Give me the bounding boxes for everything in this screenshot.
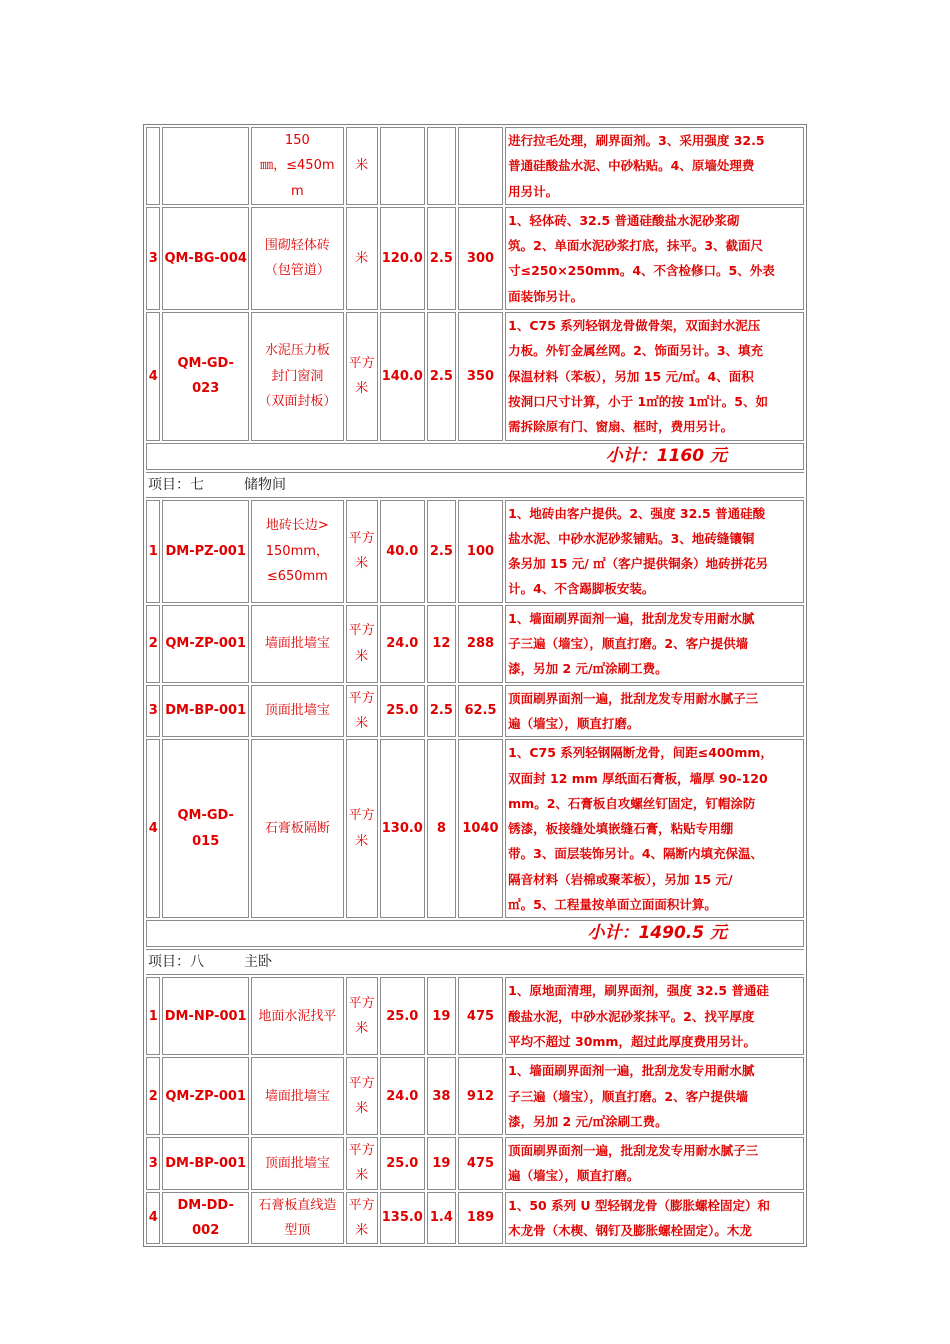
cell-name: 地砖长边> 150mm， ≤650mm (251, 500, 344, 603)
cell-name: 顶面批墙宝 (251, 685, 344, 738)
cell-unit: 平方 米 (346, 312, 378, 440)
subtotal-text: 小计：1160 元 (146, 443, 804, 470)
subtotal-text: 小计：1490.5 元 (146, 920, 804, 947)
cell-desc: 顶面刷界面剂一遍，批刮龙发专用耐水腻子三 遍（墙宝），顺直打磨。 (505, 685, 804, 738)
section-header-row (146, 472, 804, 498)
table-row (146, 739, 804, 918)
cell-code: QM-GD-023 (162, 312, 249, 440)
cell-price: 25.0 (380, 977, 425, 1055)
cell-qty: 12 (427, 605, 456, 683)
cell-unit: 米 (346, 127, 378, 205)
cell-price (380, 127, 425, 205)
cell-price: 24.0 (380, 1057, 425, 1135)
cell-qty: 2.5 (427, 685, 456, 738)
cell-price: 135.0 (380, 1192, 425, 1245)
cell-desc: 1、C75 系列轻钢隔断龙骨，间距≤400mm， 双面封 12 mm 厚纸面石膏板，墙厚 90-120 mm。2、石膏板自攻螺丝钉固定，钉帽涂防 锈漆，板接缝处填嵌缝石膏，粘贴专用绷 带。3、面层装饰另计。4、隔断内填充保温、 隔音材料（岩棉或聚苯板），另加 15 元/ ㎡。5、工程量按单面立面面积计算。 (505, 739, 804, 918)
cell-unit: 平方 米 (346, 605, 378, 683)
table-row (146, 127, 804, 205)
cell-desc: 1、原地面清理，刷界面剂，强度 32.5 普通硅 酸盐水泥，中砂水泥砂浆抹平。2、找平厚度 平均不超过 30mm，超过此厚度费用另计。 (505, 977, 804, 1055)
cell-code: DM-BP-001 (162, 1137, 249, 1190)
cell-total: 62.5 (458, 685, 503, 738)
cell-name: 地面水泥找平 (251, 977, 344, 1055)
table-row (146, 500, 804, 603)
cell-no: 3 (146, 207, 160, 310)
cell-qty: 19 (427, 1137, 456, 1190)
cell-no: 4 (146, 312, 160, 440)
cell-qty: 8 (427, 739, 456, 918)
cell-name: 石膏板隔断 (251, 739, 344, 918)
cell-unit: 平方 米 (346, 1192, 378, 1245)
cell-price: 120.0 (380, 207, 425, 310)
cell-code: QM-ZP-001 (162, 1057, 249, 1135)
cell-desc: 顶面刷界面剂一遍，批刮龙发专用耐水腻子三 遍（墙宝），顺直打磨。 (505, 1137, 804, 1190)
cell-name: 150 ㎜，≤450m m (251, 127, 344, 205)
cell-price: 130.0 (380, 739, 425, 918)
cell-desc: 1、墙面刷界面剂一遍，批刮龙发专用耐水腻 子三遍（墙宝），顺直打磨。2、客户提供墙 漆，另加 2 元/㎡涂刷工费。 (505, 1057, 804, 1135)
cell-no: 4 (146, 739, 160, 918)
section-label: 项目：八 (148, 954, 204, 971)
cell-price: 140.0 (380, 312, 425, 440)
cell-no: 2 (146, 605, 160, 683)
cell-no: 3 (146, 1137, 160, 1190)
cell-desc: 1、地砖由客户提供。2、强度 32.5 普通硅酸 盐水泥、中砂水泥砂浆铺贴。3、地砖缝镶铜 条另加 15 元/ ㎡（客户提供铜条）地砖拼花另 计。4、不含踢脚板安装。 (505, 500, 804, 603)
cell-desc: 进行拉毛处理，刷界面剂。3、采用强度 32.5 普通硅酸盐水泥、中砂粘贴。4、原墙处理费 用另计。 (505, 127, 804, 205)
cell-unit: 平方 米 (346, 1057, 378, 1135)
section-header (146, 949, 804, 975)
cell-unit: 平方 米 (346, 1137, 378, 1190)
table-row (146, 685, 804, 738)
cell-price: 25.0 (380, 1137, 425, 1190)
cell-total (458, 127, 503, 205)
section-header (146, 472, 804, 498)
cell-unit: 平方 米 (346, 977, 378, 1055)
cell-code: DM-DD-002 (162, 1192, 249, 1245)
cell-desc: 1、墙面刷界面剂一遍，批刮龙发专用耐水腻 子三遍（墙宝），顺直打磨。2、客户提供墙 漆，另加 2 元/㎡涂刷工费。 (505, 605, 804, 683)
section-room: 储物间 (244, 476, 286, 493)
cell-no (146, 127, 160, 205)
cell-name: 围砌轻体砖 （包管道） (251, 207, 344, 310)
cell-name: 墙面批墙宝 (251, 605, 344, 683)
cell-code: QM-ZP-001 (162, 605, 249, 683)
cell-total: 189 (458, 1192, 503, 1245)
cell-total: 912 (458, 1057, 503, 1135)
cell-code: QM-BG-004 (162, 207, 249, 310)
cell-no: 3 (146, 685, 160, 738)
cell-code: DM-PZ-001 (162, 500, 249, 603)
cell-unit: 米 (346, 207, 378, 310)
quotation-sheet (143, 124, 807, 1247)
section-header-row (146, 949, 804, 975)
cell-price: 25.0 (380, 685, 425, 738)
quotation-table (143, 124, 807, 1247)
cell-code: DM-NP-001 (162, 977, 249, 1055)
cell-name: 水泥压力板 封门窗洞 （双面封板） (251, 312, 344, 440)
section-room: 主卧 (244, 954, 272, 971)
table-row (146, 312, 804, 440)
table-row (146, 1192, 804, 1245)
table-row (146, 977, 804, 1055)
cell-price: 40.0 (380, 500, 425, 603)
cell-total: 288 (458, 605, 503, 683)
cell-qty: 2.5 (427, 500, 456, 603)
cell-name: 墙面批墙宝 (251, 1057, 344, 1135)
cell-qty: 38 (427, 1057, 456, 1135)
cell-name: 顶面批墙宝 (251, 1137, 344, 1190)
cell-qty: 19 (427, 977, 456, 1055)
subtotal-row (146, 443, 804, 470)
cell-desc: 1、50 系列 U 型轻钢龙骨（膨胀螺栓固定）和 木龙骨（木楔、钢钉及膨胀螺栓固定）。木龙 (505, 1192, 804, 1245)
cell-qty: 2.5 (427, 207, 456, 310)
cell-total: 100 (458, 500, 503, 603)
cell-no: 4 (146, 1192, 160, 1245)
table-row (146, 605, 804, 683)
cell-desc: 1、C75 系列轻钢龙骨做骨架，双面封水泥压 力板。外钉金属丝网。2、饰面另计。3、填充 保温材料（苯板），另加 15 元/㎡。4、面积 按洞口尺寸计算，小于 1㎡的按 1㎡计。5、如 需拆除原有门、窗扇、框时，费用另计。 (505, 312, 804, 440)
table-row (146, 1057, 804, 1135)
cell-price: 24.0 (380, 605, 425, 683)
subtotal-row (146, 920, 804, 947)
table-row (146, 1137, 804, 1190)
cell-qty: 1.4 (427, 1192, 456, 1245)
cell-qty (427, 127, 456, 205)
quotation-table-body (146, 127, 804, 1244)
cell-unit: 平方 米 (346, 739, 378, 918)
cell-no: 2 (146, 1057, 160, 1135)
section-label: 项目：七 (148, 476, 204, 493)
cell-desc: 1、轻体砖、32.5 普通硅酸盐水泥砂浆砌 筑。2、单面水泥砂浆打底，抹平。3、截面尺 寸≤250×250mm。4、不含检修口。5、外表 面装饰另计。 (505, 207, 804, 310)
table-row (146, 207, 804, 310)
cell-code: QM-GD-015 (162, 739, 249, 918)
cell-unit: 平方 米 (346, 500, 378, 603)
cell-code: DM-BP-001 (162, 685, 249, 738)
cell-no: 1 (146, 500, 160, 603)
cell-qty: 2.5 (427, 312, 456, 440)
cell-total: 1040 (458, 739, 503, 918)
cell-unit: 平方 米 (346, 685, 378, 738)
cell-name: 石膏板直线造 型顶 (251, 1192, 344, 1245)
cell-total: 475 (458, 977, 503, 1055)
cell-no: 1 (146, 977, 160, 1055)
cell-total: 350 (458, 312, 503, 440)
cell-total: 475 (458, 1137, 503, 1190)
cell-total: 300 (458, 207, 503, 310)
cell-code (162, 127, 249, 205)
